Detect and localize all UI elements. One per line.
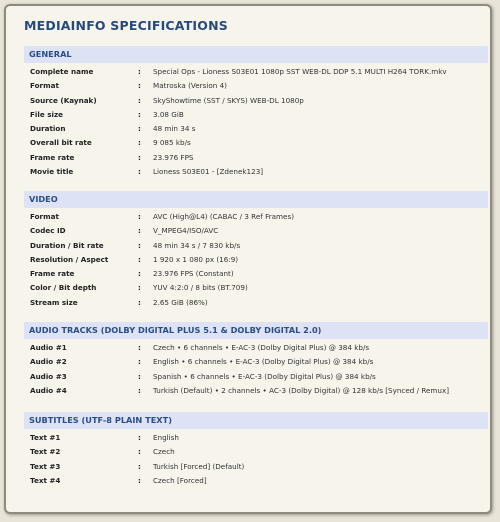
- spec-value: Matroska (Version 4): [153, 81, 227, 91]
- spec-value: 23.976 FPS: [153, 152, 194, 162]
- section-subtitles: [24, 431, 488, 488]
- spec-label: Audio #2: [30, 357, 67, 367]
- spec-separator: :: [138, 212, 141, 221]
- spec-label: Audio #4: [30, 385, 67, 395]
- spec-value: Turkish [Forced] (Default): [153, 461, 245, 471]
- spec-value: Spanish • 6 channels • E-AC-3 (Dolby Digital Plus) @ 384 kb/s: [153, 371, 376, 381]
- spec-label: Frame rate: [30, 269, 75, 279]
- spec-label: Frame rate: [30, 152, 75, 162]
- spec-row: [24, 355, 488, 369]
- spec-separator: :: [138, 461, 141, 471]
- spec-row: [24, 267, 488, 281]
- spec-separator: :: [138, 95, 141, 105]
- section-header-video: VIDEO: [24, 191, 488, 208]
- spec-value: Lioness S03E01 - [Zdenek123]: [153, 167, 264, 177]
- spec-row: [24, 210, 488, 224]
- spec-row: [24, 94, 488, 108]
- spec-value: Czech: [153, 447, 175, 457]
- page-title: MEDIAINFO SPECIFICATIONS: [24, 18, 228, 33]
- spec-value: Czech • 6 channels • E-AC-3 (Dolby Digital Plus) @ 384 kb/s: [153, 343, 370, 352]
- spec-label: Text #2: [30, 447, 61, 457]
- spec-separator: :: [138, 152, 141, 162]
- spec-value: Turkish (Default) • 2 channels • AC-3 (Dolby Digital) @ 128 kb/s [Synced / Remux]: [153, 385, 450, 395]
- spec-value: 2.65 GiB (86%): [153, 297, 208, 307]
- spec-separator: :: [138, 240, 141, 250]
- spec-label: Overall bit rate: [30, 138, 92, 148]
- spec-separator: :: [138, 67, 141, 76]
- section-general: [24, 65, 488, 179]
- spec-label: Color / Bit depth: [30, 283, 97, 293]
- spec-row: [24, 460, 488, 474]
- spec-value: Czech [Forced]: [153, 475, 207, 485]
- spec-separator: :: [138, 475, 141, 485]
- spec-label: Stream size: [30, 297, 78, 307]
- spec-label: File size: [30, 109, 64, 119]
- spec-row: [24, 79, 488, 93]
- section-audio: [24, 341, 488, 398]
- spec-value: 23.976 FPS (Constant): [153, 269, 234, 279]
- spec-label: Format: [30, 212, 59, 221]
- spec-row: [24, 474, 488, 488]
- spec-value: English • 6 channels • E-AC-3 (Dolby Digital Plus) @ 384 kb/s: [153, 357, 374, 367]
- spec-label: Resolution / Aspect: [30, 254, 109, 264]
- spec-row: [24, 136, 488, 150]
- spec-label: Complete name: [30, 67, 94, 76]
- spec-separator: :: [138, 283, 141, 293]
- spec-label: Text #3: [30, 461, 61, 471]
- spec-separator: :: [138, 269, 141, 279]
- spec-label: Source (Kaynak): [30, 95, 97, 105]
- spec-row: [24, 65, 488, 79]
- mediainfo-panel: [4, 4, 492, 514]
- spec-row: [24, 108, 488, 122]
- spec-separator: :: [138, 109, 141, 119]
- spec-value: English: [153, 433, 179, 442]
- spec-row: [24, 151, 488, 165]
- section-header-subtitles: SUBTITLES (UTF-8 PLAIN TEXT): [24, 412, 488, 429]
- section-video: [24, 210, 488, 310]
- spec-row: [24, 370, 488, 384]
- spec-row: [24, 296, 488, 310]
- spec-label: Movie title: [30, 167, 74, 177]
- spec-row: [24, 281, 488, 295]
- spec-separator: :: [138, 357, 141, 367]
- spec-value: SkyShowtime (SST / SKYS) WEB-DL 1080p: [153, 95, 304, 105]
- spec-separator: :: [138, 343, 141, 352]
- spec-separator: :: [138, 124, 141, 134]
- section-header-audio: AUDIO TRACKS (DOLBY DIGITAL PLUS 5.1 & DOLBY DIGITAL 2.0): [24, 322, 488, 339]
- spec-separator: :: [138, 371, 141, 381]
- spec-separator: :: [138, 297, 141, 307]
- spec-separator: :: [138, 447, 141, 457]
- spec-value: 48 min 34 s / 7 830 kb/s: [153, 240, 241, 250]
- spec-row: [24, 165, 488, 179]
- spec-row: [24, 224, 488, 238]
- spec-row: [24, 384, 488, 398]
- spec-label: Audio #3: [30, 371, 67, 381]
- spec-row: [24, 239, 488, 253]
- spec-label: Codec ID: [30, 226, 66, 236]
- spec-value: 1 920 x 1 080 px (16:9): [153, 254, 239, 264]
- spec-value: AVC (High@L4) (CABAC / 3 Ref Frames): [153, 212, 295, 221]
- spec-label: Text #4: [30, 475, 61, 485]
- spec-value: V_MPEG4/ISO/AVC: [153, 226, 219, 236]
- spec-row: [24, 122, 488, 136]
- spec-label: Duration: [30, 124, 66, 134]
- spec-row: [24, 341, 488, 355]
- spec-value: 3.08 GiB: [153, 109, 184, 119]
- spec-row: [24, 445, 488, 459]
- spec-label: Format: [30, 81, 59, 91]
- spec-separator: :: [138, 81, 141, 91]
- spec-value: 9 085 kb/s: [153, 138, 191, 148]
- spec-row: [24, 253, 488, 267]
- spec-label: Audio #1: [30, 343, 67, 352]
- spec-value: YUV 4:2:0 / 8 bits (BT.709): [153, 283, 248, 293]
- spec-separator: :: [138, 138, 141, 148]
- spec-row: [24, 431, 488, 445]
- spec-separator: :: [138, 226, 141, 236]
- spec-separator: :: [138, 167, 141, 177]
- section-header-general: GENERAL: [24, 46, 488, 63]
- spec-separator: :: [138, 385, 141, 395]
- spec-value: 48 min 34 s: [153, 124, 196, 134]
- spec-label: Duration / Bit rate: [30, 240, 104, 250]
- spec-separator: :: [138, 433, 141, 442]
- spec-value: Special Ops - Lioness S03E01 1080p SST WEB-DL DDP 5.1 MULTI H264 TORK.mkv: [153, 67, 447, 76]
- spec-label: Text #1: [30, 433, 61, 442]
- spec-separator: :: [138, 254, 141, 264]
